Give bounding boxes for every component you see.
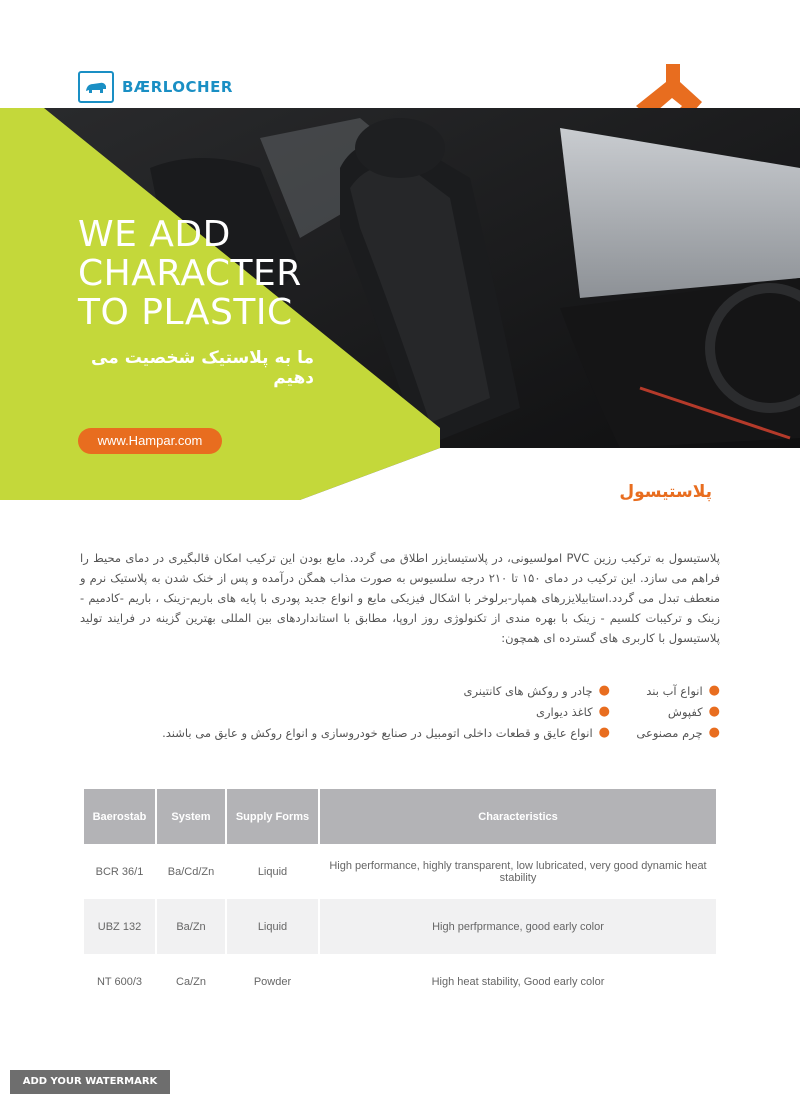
bullet-dot-icon: ● xyxy=(708,704,720,719)
list-item: ● چادر و روکش های کانتینری xyxy=(463,683,610,698)
table-cell: Ba/Zn xyxy=(156,899,226,954)
table-cell: Liquid xyxy=(226,844,319,899)
table-row xyxy=(84,899,716,954)
table-cell: High performance, highly transparent, low lubricated, very good dynamic heat stability xyxy=(329,859,707,884)
table-cell: Ca/Zn xyxy=(156,954,226,1009)
table-cell: Powder xyxy=(226,954,319,1009)
list-item: ● انواع عایق و قطعات داخلی اتومبیل در صنایع خودروسازی و انواع روکش و عایق می باشند. xyxy=(162,725,610,740)
column-header: Supply Forms xyxy=(226,789,319,844)
application-list xyxy=(80,680,720,743)
headline-line: WE ADD xyxy=(78,214,231,255)
section-title: پلاستیسول xyxy=(619,482,712,502)
table-cell: Liquid xyxy=(226,899,319,954)
table-cell: Ba/Cd/Zn xyxy=(156,844,226,899)
list-item: ● چرم مصنوعی xyxy=(636,725,720,740)
product-table xyxy=(84,789,716,1009)
bullet-dot-icon: ● xyxy=(708,725,720,740)
table-cell: UBZ 132 xyxy=(84,899,156,954)
headline-line: CHARACTER xyxy=(78,253,302,294)
watermark-badge: ADD YOUR WATERMARK xyxy=(10,1070,170,1094)
table-cell: NT 600/3 xyxy=(84,954,156,1009)
website-link[interactable]: www.Hampar.com xyxy=(78,428,222,454)
table-cell: High perfprmance, good early color xyxy=(319,899,716,954)
list-item: ● کفپوش xyxy=(667,704,720,719)
persian-slogan: ما به پلاستیک شخصیت می دهیم xyxy=(91,348,314,388)
table-row xyxy=(84,844,716,899)
table-row xyxy=(84,954,716,1009)
table-cell: High heat stability, Good early color xyxy=(431,975,605,988)
bullet-dot-icon: ● xyxy=(598,725,610,740)
bullet-dot-icon: ● xyxy=(598,704,610,719)
barlocher-wordmark: BÆRLOCHER xyxy=(122,78,233,96)
list-item: ● کاغذ دیواری xyxy=(535,704,610,719)
column-header: Baerostab xyxy=(84,789,156,844)
bullet-dot-icon: ● xyxy=(598,683,610,698)
table-header-row xyxy=(84,789,716,844)
table-cell: BCR 36/1 xyxy=(84,844,156,899)
bear-icon xyxy=(78,71,114,103)
list-item: ● انواع آب بند xyxy=(646,683,720,698)
column-header: Characteristics xyxy=(319,789,716,844)
hero-headline xyxy=(78,215,302,332)
barlocher-logo xyxy=(78,71,233,103)
column-header: System xyxy=(156,789,226,844)
headline-line: TO PLASTIC xyxy=(78,292,293,333)
bullet-dot-icon: ● xyxy=(708,683,720,698)
description-paragraph: پلاستیسول به ترکیب رزین PVC امولسیونی، در پلاستیسایزر اطلاق می گردد. مایع بودن این ترکیب امکان قالبگیری در دمای محیط را فراهم می سازد. این ترکیب در دمای ۱۵۰ تا ۲۱۰ درجه سلسیوس به صورت مذاب همگن درآمده و پس از خنک شدن به پلاستیک نرم و منعطف تبدل می گردد.استابیلایزرهای همپار-برلوخر با اشکال فیزیکی مایع و انواع جدید پودری با پایه های باریم-زینک ، باریم -کادمیم - زینک و ترکیبات کلسیم - زینک با بهره مندی از تکنولوژی روز اروپا، مطابق با استانداردهای بین المللی بهترین گزینه در فرایند تولید پلاستیسول با کاربری های گسترده ای همچون: xyxy=(80,551,721,645)
